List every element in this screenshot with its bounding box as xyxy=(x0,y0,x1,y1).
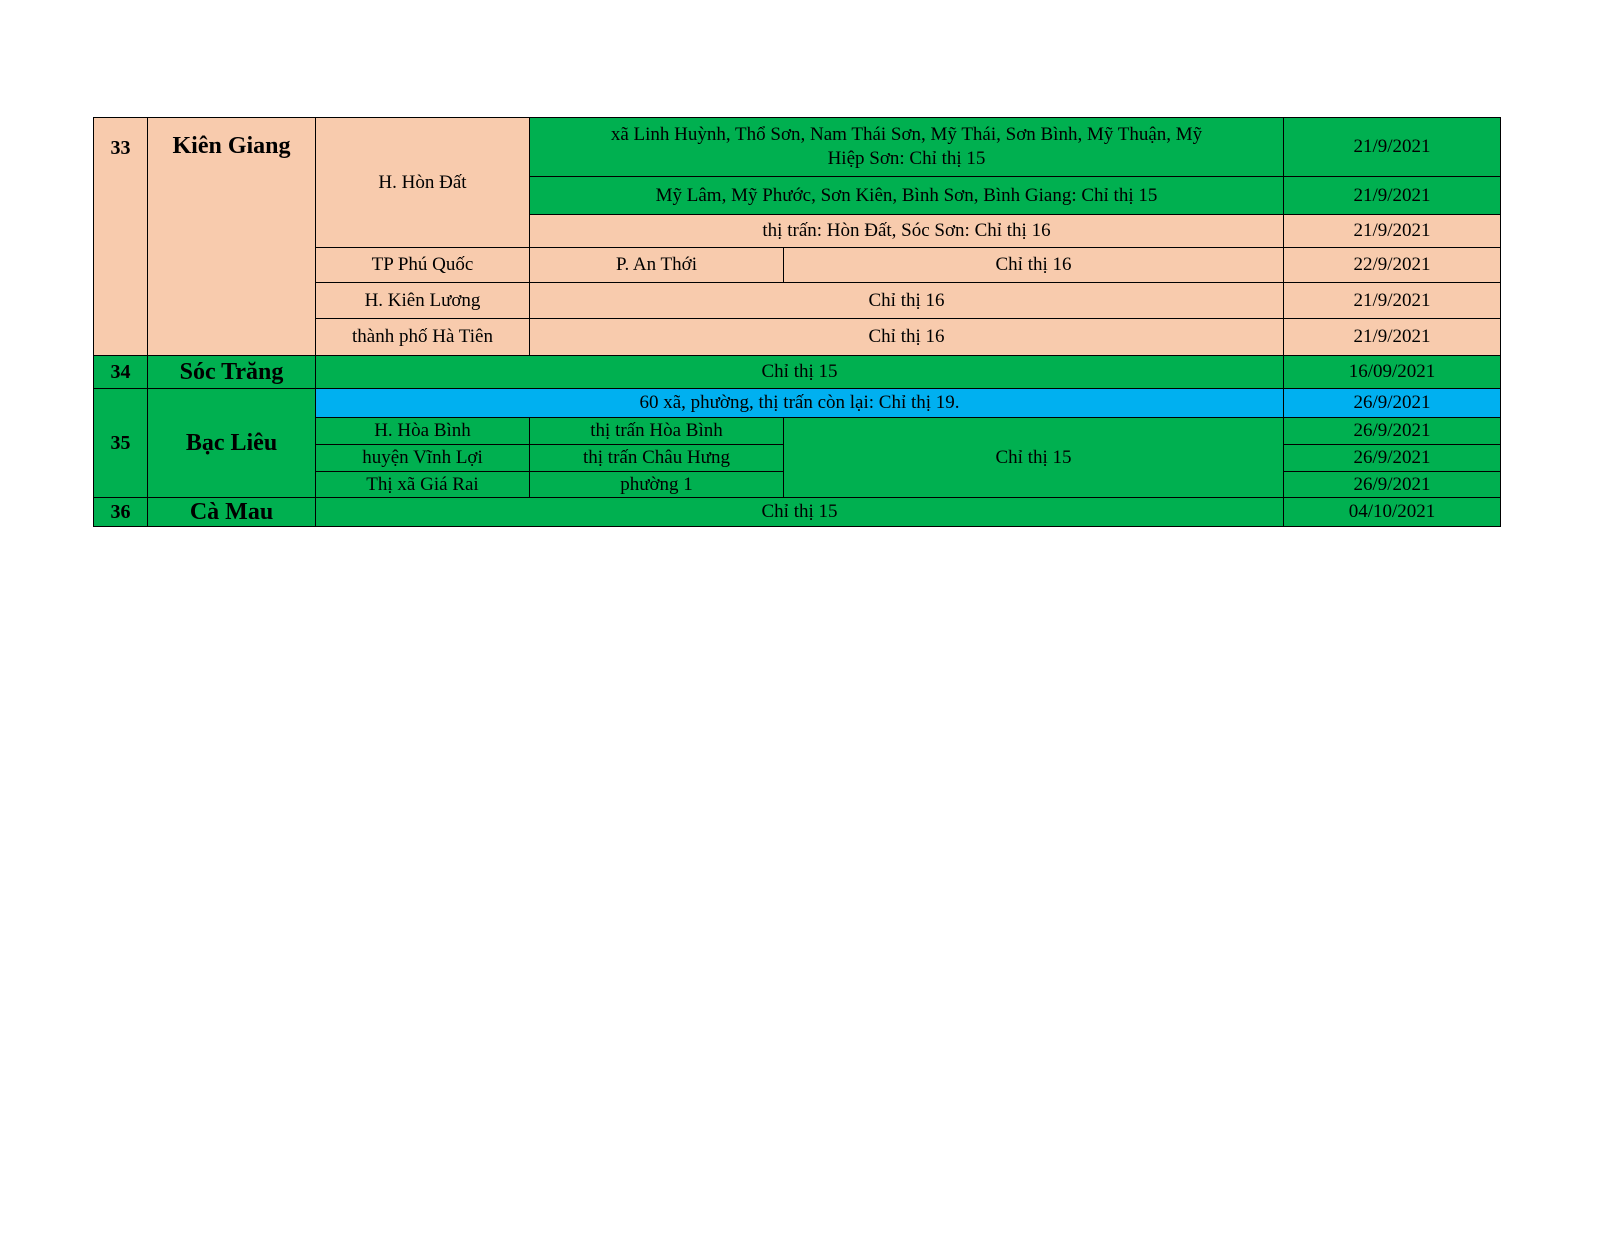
effective-date: 16/09/2021 xyxy=(1284,356,1501,389)
effective-date: 04/10/2021 xyxy=(1284,498,1501,527)
province-name: Bạc Liêu xyxy=(148,389,316,498)
directive: Chỉ thị 15 xyxy=(316,498,1284,527)
district-name: H. Hòa Bình xyxy=(316,418,530,445)
effective-date: 21/9/2021 xyxy=(1284,177,1501,215)
remaining-area-directive: 60 xã, phường, thị trấn còn lại: Chỉ thị 19. xyxy=(316,389,1284,418)
province-number: 35 xyxy=(94,389,148,498)
effective-date: 26/9/2021 xyxy=(1284,389,1501,418)
province-name: Cà Mau xyxy=(148,498,316,527)
area-directive: xã Linh Huỳnh, Thổ Sơn, Nam Thái Sơn, Mỹ Thái, Sơn Bình, Mỹ Thuận, Mỹ Hiệp Sơn: Chỉ thị 15 xyxy=(530,118,1284,177)
ward-name: thị trấn Châu Hưng xyxy=(530,445,784,472)
district-name: thành phố Hà Tiên xyxy=(316,319,530,356)
restriction-table xyxy=(93,117,1501,527)
district-name: Thị xã Giá Rai xyxy=(316,472,530,498)
ward-name: P. An Thới xyxy=(530,248,784,283)
district-name: huyện Vĩnh Lợi xyxy=(316,445,530,472)
directive: Chỉ thị 16 xyxy=(784,248,1284,283)
effective-date: 21/9/2021 xyxy=(1284,319,1501,356)
effective-date: 26/9/2021 xyxy=(1284,418,1501,445)
effective-date: 21/9/2021 xyxy=(1284,118,1501,177)
province-name: Kiên Giang xyxy=(148,118,316,356)
area-directive: thị trấn: Hòn Đất, Sóc Sơn: Chỉ thị 16 xyxy=(530,215,1284,248)
effective-date: 26/9/2021 xyxy=(1284,445,1501,472)
ward-name: phường 1 xyxy=(530,472,784,498)
directive: Chỉ thị 16 xyxy=(530,319,1284,356)
effective-date: 26/9/2021 xyxy=(1284,472,1501,498)
province-number: 33 xyxy=(94,118,148,356)
ward-name: thị trấn Hòa Bình xyxy=(530,418,784,445)
directive: Chỉ thị 16 xyxy=(530,283,1284,319)
effective-date: 21/9/2021 xyxy=(1284,283,1501,319)
directive: Chỉ thị 15 xyxy=(784,418,1284,498)
district-name: H. Kiên Lương xyxy=(316,283,530,319)
province-number: 36 xyxy=(94,498,148,527)
province-name: Sóc Trăng xyxy=(148,356,316,389)
table-row xyxy=(94,356,1501,389)
district-name: TP Phú Quốc xyxy=(316,248,530,283)
district-name: H. Hòn Đất xyxy=(316,118,530,248)
table-row xyxy=(94,498,1501,527)
table-row xyxy=(94,118,1501,177)
table-row xyxy=(94,389,1501,418)
area-directive: Mỹ Lâm, Mỹ Phước, Sơn Kiên, Bình Sơn, Bình Giang: Chỉ thị 15 xyxy=(530,177,1284,215)
restriction-table-container xyxy=(93,117,1501,527)
directive: Chỉ thị 15 xyxy=(316,356,1284,389)
province-number: 34 xyxy=(94,356,148,389)
effective-date: 21/9/2021 xyxy=(1284,215,1501,248)
effective-date: 22/9/2021 xyxy=(1284,248,1501,283)
